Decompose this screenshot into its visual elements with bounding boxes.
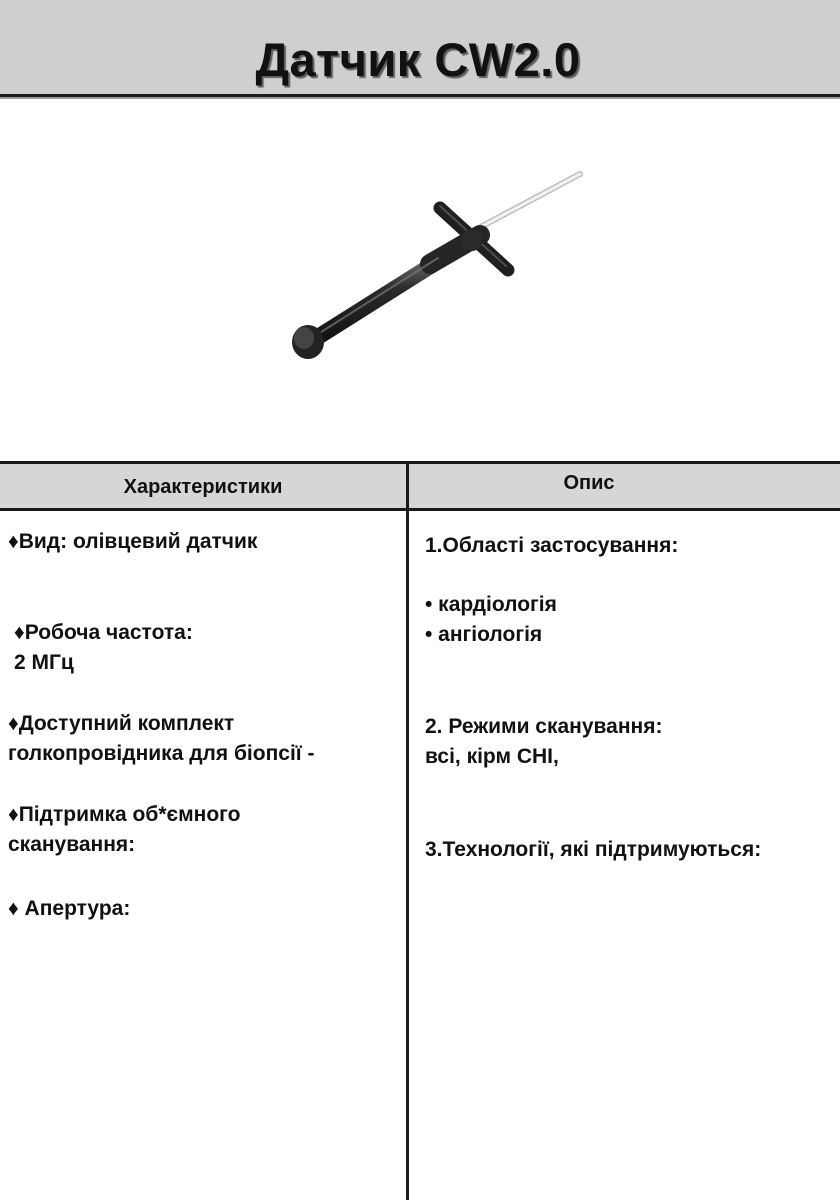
table-header-border [0, 508, 840, 511]
desc-applications: 1.Області застосування: [425, 534, 679, 557]
desc-scan-modes: 2. Режими сканування: всі, кірм СНІ, [425, 715, 663, 768]
desc-technologies: 3.Технології, які підтримуються: [425, 838, 762, 861]
spec-biopsy-kit: ♦Доступний комплект голкопровідника для біопсії - [8, 712, 315, 765]
header-characteristics: Характеристики [123, 476, 283, 498]
page-title: Датчик CW2.0 [255, 33, 581, 86]
desc-application-list: • кардіологія • ангіологія [425, 593, 557, 646]
spec-frequency: ♦Робоча частота: 2 МГц [14, 621, 193, 674]
spec-type: ♦Вид: олівцевий датчик [8, 530, 258, 553]
spec-volume-scan: ♦Підтримка об*ємного сканування: [8, 803, 241, 856]
pencil-probe-icon [280, 160, 590, 370]
header-description: Опис [563, 472, 615, 494]
table-column-divider [406, 461, 409, 1200]
spec-aperture: ♦ Апертура: [8, 897, 131, 920]
